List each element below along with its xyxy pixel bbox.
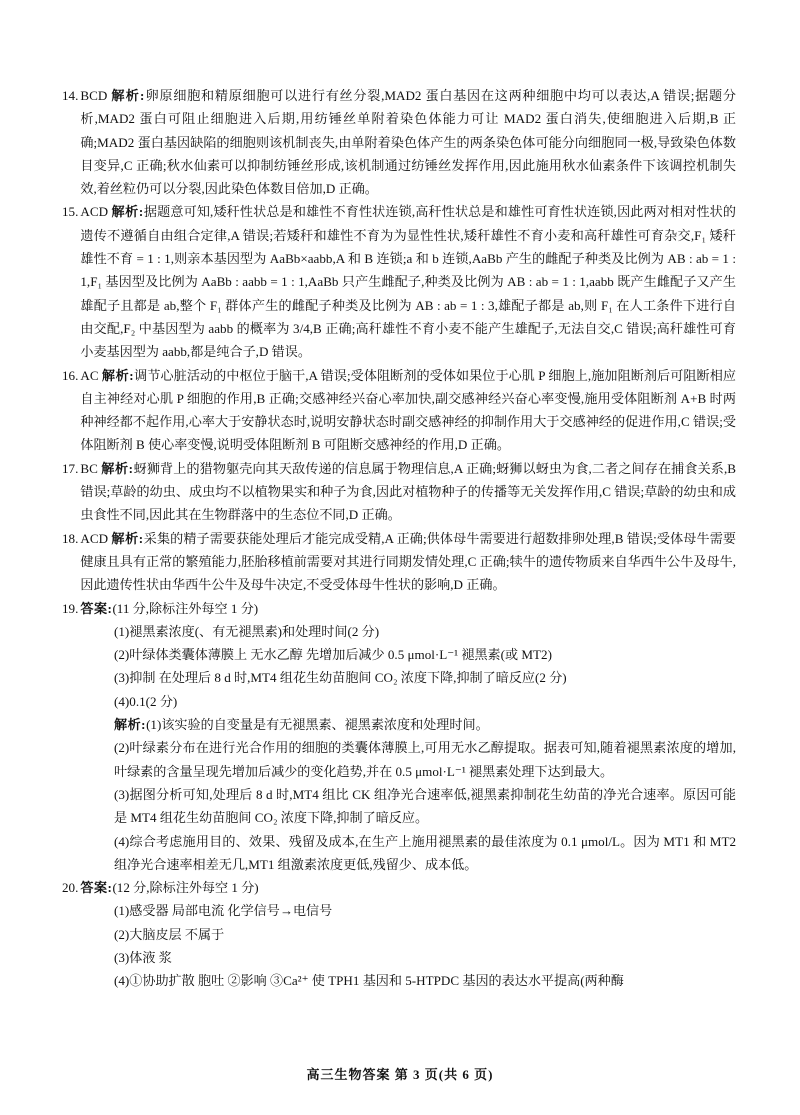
item-answer: ACD xyxy=(80,530,109,546)
answer-item-18 xyxy=(62,527,736,597)
answer-line: (1)感受器 局部电流 化学信号→电信号 xyxy=(114,903,333,919)
item-number: 18. xyxy=(62,530,79,546)
answer-item-16 xyxy=(62,364,736,457)
answer-20-lines xyxy=(88,899,736,992)
item-number: 17. xyxy=(62,460,79,476)
answer-line: (4)①协助扩散 胞吐 ②影响 ③Ca²⁺ 使 TPH1 基因和 5‑HTPDC 基因的表达水平提高(两种酶 xyxy=(114,973,624,989)
item-text: 采集的精子需要获能处理后才能完成受精,A 正确;供体母牛需要进行超数排卵处理,B 错误;受体母牛需要健康且具有正常的繁殖能力,胚胎移植前需要对其进行同期发情处理,C 正确;犊牛的遗传物质来自华西牛公牛及母牛,因此遗传性状由华西牛公牛及母牛决定,不受受体母牛性状的影响,D 正确。 xyxy=(80,530,736,593)
item-answer: BCD xyxy=(80,88,108,103)
item-number: 19. xyxy=(62,600,79,616)
answer-label: 答案: xyxy=(80,600,113,616)
answer-line: (3)体液 浆 xyxy=(114,949,172,965)
analysis-label: 解析: xyxy=(111,530,144,546)
item-body xyxy=(80,527,736,597)
answer-item-17 xyxy=(62,457,736,527)
answer-line: (1)褪黑素浓度(、有无褪黑素)和处理时间(2 分) xyxy=(114,623,380,639)
item-body xyxy=(80,876,736,899)
item-answer: BC xyxy=(80,460,98,476)
answer-line: (2)叶绿体类囊体薄膜上 无水乙醇 先增加后减少 0.5 μmol·L⁻¹ 褪黑素(或 MT2) xyxy=(114,647,552,663)
item-body xyxy=(80,597,736,620)
item-text: 卵原细胞和精原细胞可以进行有丝分裂,MAD2 蛋白基因在这两种细胞中均可以表达,A 错误;据题分析,MAD2 蛋白可阻止细胞进入后期,用纺锤丝单附着染色体能力可让 MAD2 蛋白消失,使细胞进入后期,B 正确;MAD2 蛋白基因缺陷的细胞则该机制丧失,由单附着染色体产生的两条染色体可能分向细胞同一极,导致染色体数目变异,C 正确;秋水仙素可以抑制纺锤丝形成,该机制通过纺锤丝发挥作用,因此施用秋水仙素条件下该调控机制失效,着丝粒仍可以分裂,因此染色体数目倍加,D 正确。 xyxy=(80,88,736,197)
analysis-text-line: (2)叶绿素分布在进行光合作用的细胞的类囊体薄膜上,可用无水乙醇提取。据表可知,随着褪黑素浓度的增加,叶绿素的含量呈现先增加后减少的变化趋势,并在 0.5 μmol·L⁻¹ 褪黑素处理下达到最大。 xyxy=(114,740,736,779)
answer-item-19 xyxy=(62,597,736,620)
analysis-text-line: (3)据图分析可知,处理后 8 d 时,MT4 组比 CK 组净光合速率低,褪黑素抑制花生幼苗的净光合速率。原因可能是 MT4 组花生幼苗胞间 CO₂ 浓度下降,抑制了暗反应。 xyxy=(114,786,736,826)
answer-item-15 xyxy=(62,200,736,363)
item-text: 蚜狮背上的猎物躯壳向其天敌传递的信息属于物理信息,A 正确;蚜狮以蚜虫为食,二者之间存在捕食关系,B 错误;草龄的幼虫、成虫均不以植物果实和种子为食,因此对植物种子的传播等无关发挥作用,C 错误;草龄的幼虫和成虫食性不同,因此其在生物群落中的生态位不同,D 正确。 xyxy=(80,460,736,523)
item-body xyxy=(80,200,736,363)
analysis-label: 解析: xyxy=(111,204,144,220)
analysis-label: 解析: xyxy=(101,367,135,383)
analysis-label: 解析: xyxy=(114,717,147,733)
analysis-label: 解析: xyxy=(111,88,145,103)
answer-line: (2)大脑皮层 不属于 xyxy=(114,926,225,942)
item-number: 14. xyxy=(62,88,79,103)
answer-line: (4)0.1(2 分) xyxy=(114,693,178,709)
item-number: 20. xyxy=(62,880,79,896)
page-footer: 高三生物答案 第 3 页(共 6 页) xyxy=(306,1067,494,1082)
answer-item-20 xyxy=(62,876,736,899)
page-content xyxy=(62,84,736,993)
analysis-text-line: (4)综合考虑施用目的、效果、残留及成本,在生产上施用褪黑素的最佳浓度为 0.1 μmol/L。因为 MT1 和 MT2 组净光合速率相差无几,MT1 组激素浓度更低,残留少、成本低。 xyxy=(114,833,736,872)
answer-19-lines xyxy=(88,620,736,876)
answer-head: (11 分,除标注外每空 1 分) xyxy=(112,600,259,616)
item-answer: ACD xyxy=(80,204,109,220)
item-number: 16. xyxy=(62,367,79,383)
item-body xyxy=(80,457,736,527)
answer-label: 答案: xyxy=(80,880,113,896)
item-body xyxy=(80,364,736,457)
item-number: 15. xyxy=(62,204,79,220)
item-body xyxy=(80,84,736,200)
answer-line: (3)抑制 在处理后 8 d 时,MT4 组花生幼苗胞间 CO₂ 浓度下降,抑制了暗反应(2 分) xyxy=(114,670,567,686)
answer-item-14 xyxy=(62,84,736,200)
item-answer: AC xyxy=(80,367,99,383)
item-text: 调节心脏活动的中枢位于脑干,A 错误;受体阻断剂的受体如果位于心肌 P 细胞上,施加阻断剂后可阻断相应自主神经对心肌 P 细胞的作用,B 正确;交感神经兴奋心率加快,副交感神经兴奋心率变慢,施用受体阻断剂 A+B 时两种神经都不起作用,心率大于安静状态时,说明安静状态时副交感神经的抑制作用大于交感神经的促进作用,C 错误;受体阻断剂 B 使心率变慢,说明受体阻断剂 B 可阻断交感神经的作用,D 正确。 xyxy=(80,367,736,453)
analysis-text: (1)该实验的自变量是有无褪黑素、褪黑素浓度和处理时间。 xyxy=(146,717,489,733)
item-text: 据题意可知,矮秆性状总是和雄性不育性状连锁,高秆性状总是和雄性可育性状连锁,因此两对相对性状的遗传不遵循自由组合定律,A 错误;若矮秆和雄性不育为为显性性状,矮秆雄性不育小麦和高秆雄性可育杂交,F₁ 矮秆雄性不育 = 1 : 1,则亲本基因型为 AaBb×aabb,A 和 B 连锁;a 和 b 连锁,AaBb 产生的雌配子种类及比例为 AB : ab = 1 : 1,F₁ 基因型及比例为 AaBb : aabb = 1 : 1,AaBb 只产生雌配子,种类及比例为 AB : ab = 1 : 1,aabb 既产生雌配子又产生雄配子且都是 ab,整个 F₁ 群体产生的雌配子种类及比例为 AB : ab = 1 : 3,雄配子都是 ab,则 F₁ 在人工条件下进行自由交配,F₂ 中基因型为 aabb 的概率为 3/4,B 正确;高秆雄性不育小麦不能产生雄配子,无法自交,C 错误;高秆雄性可育小麦基因型为 aabb,都是纯合子,D 错误。 xyxy=(80,204,736,360)
analysis-19 xyxy=(114,713,736,736)
analysis-label: 解析: xyxy=(101,460,134,476)
answer-head: (12 分,除标注外每空 1 分) xyxy=(112,880,259,896)
